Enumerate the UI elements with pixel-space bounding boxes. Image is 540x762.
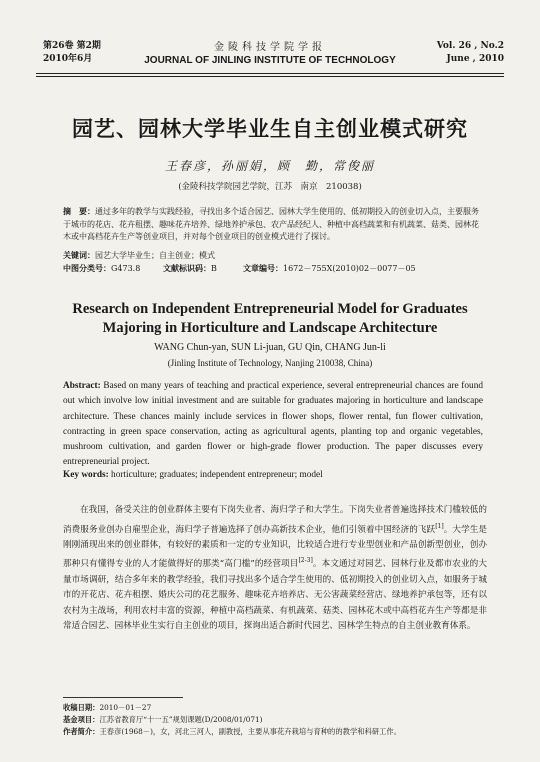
footnote (63, 702, 493, 738)
footnote-rule (63, 697, 183, 698)
keywords-en-text: horticulture; graduates; independent entrepreneur; model (108, 470, 323, 480)
doc-label: 文献标识码： (163, 263, 211, 273)
classification-row (63, 263, 493, 274)
fund-project (63, 714, 493, 726)
received-date (63, 702, 493, 714)
header-volume-en (437, 40, 504, 66)
abstract-cn-label: 摘 要： (63, 206, 95, 216)
keywords-en (63, 470, 483, 480)
title-en-line-2: Majoring in Horticulture and Landscape Architecture (102, 320, 438, 336)
journal-name-en: JOURNAL OF JINLING INSTITUTE OF TECHNOLOGY (144, 55, 396, 66)
body-text-3: 。本文通过对园艺、园林行业及都市农业的大量市场调研，结合多年来的教学经验，我们寻找出多个适合学生使用的、低初期投入的创业切入点，如服务于城市的开花店、花卉租摆、婚庆公司的花艺服务、趣味花卉培养店、无公害蔬菜经营店、绿地养护承包等，还有以农村为主战场，利用农村丰富的资源，种植中高档蔬菜、有机蔬菜、菇类、园林花木或中高档花卉生产等都是非常适合园艺、园林毕业生实行自主创业的项目，探询出适合新时代园艺、园林学生特点的自主创业教育体系。 (63, 559, 487, 632)
abstract-en-label: Abstract: (63, 381, 101, 391)
body-text-2: 。大学生是刚刚涌现出来的创业群体，有较好的素质和一定的专业知识，比较适合进行专业型创业和产品创新型创业，创办那种只有懂得专业的人才能做得好的那类“高门槛”的经营项目 (63, 524, 487, 570)
clc-label: 中图分类号： (63, 263, 111, 273)
abstract-en-text: Based on many years of teaching and practical experience, several entrepreneurial chances are found out which involve low initial investment and are suitable for graduates majoring in horticulture and landscape architecture. These chances mainly include services in flower shops, flower rental, fun flower cultivation, contracting in green space conservation, acting as agricultural agents, planting top and organic vegetables, mushroom cultivation, and garden flower or high-grade flower production. The paper discusses every entrepreneurial project. (63, 381, 483, 468)
affiliation-cn: (金陵科技学院园艺学院，江苏 南京 210038) (178, 182, 362, 192)
article-number (243, 263, 493, 274)
clc-number (63, 263, 163, 274)
journal-name-cn: 金陵科技学院学报 (214, 42, 326, 53)
fund-value: 江苏省教育厅“十一五”规划课题(D/2008/01/071) (99, 715, 263, 724)
citation-1: [1] (435, 522, 444, 530)
volume-issue-en: Vol. 26 , No.2 (436, 41, 504, 51)
keywords-cn-text: 园艺大学毕业生；自主创业；模式 (95, 251, 215, 260)
volume-issue-cn: 第26卷 第2期 (43, 41, 101, 51)
document-code (163, 263, 243, 274)
abstract-en (63, 379, 483, 471)
citation-2: [2-3] (298, 557, 313, 565)
clc-value: G473.8 (111, 264, 141, 273)
authors-cn: 王春彦，孙丽娟，顾 勤，常俊丽 (164, 159, 375, 173)
publish-date-en: June , 2010 (446, 54, 504, 64)
body-paragraph (63, 503, 487, 635)
received-label: 收稿日期： (63, 703, 100, 712)
fund-label: 基金项目： (63, 715, 100, 724)
author-bio-value: 王春彦(1968－)，女，河北三河人，副教授，主要从事花卉栽培与育种的的教学和科研工作。 (99, 727, 402, 736)
keywords-cn (63, 249, 481, 262)
paper-title-en (0, 300, 540, 338)
author-bio-label: 作者简介： (63, 727, 100, 736)
art-label: 文章编号： (243, 263, 283, 273)
paper-title-cn: 园艺、园林大学毕业生自主创业模式研究 (72, 116, 468, 141)
author-bio (63, 726, 493, 738)
received-value: 2010－01－27 (99, 703, 152, 712)
publish-date-cn: 2010年6月 (43, 54, 93, 64)
keywords-cn-label: 关键词： (63, 250, 95, 260)
title-en-line-1: Research on Independent Entrepreneurial Model for Graduates (72, 301, 468, 317)
affiliation-en: (Jinling Institute of Technology, Nanjing 210038, China) (167, 358, 373, 368)
header-rule-thin (36, 76, 504, 77)
abstract-cn-text: 通过多年的教学与实践经验，寻找出多个适合园艺、园林大学生使用的、低初期投入的创业切入点，主要服务于城市的花店、花卉租摆、趣味花卉培养、绿地养护承包、农产品经纪人、种植中高档蔬菜和有机蔬菜、菇类、园林花木或中高档花卉生产等创业项目，并对每个创业项目的创业模式进行了探讨。 (63, 207, 479, 241)
header-rule-thick (36, 73, 504, 74)
abstract-cn (63, 205, 481, 244)
keywords-en-label: Key words: (63, 470, 109, 480)
authors-en: WANG Chun-yan, SUN Li-juan, GU Qin, CHANG Jun-li (154, 342, 386, 353)
body-text-1: 在我国，备受关注的创业群体主要有下岗失业者、海归学子和大学生。下岗失业者普遍选择技术门槛较低的消费服务业创办自雇型企业，海归学子普遍选择了创办高新技术企业，他们引领着中国经济的飞跃 (63, 505, 487, 535)
art-value: 1672－755X(2010)02－0077－05 (283, 264, 416, 273)
doc-value: B (211, 264, 217, 273)
